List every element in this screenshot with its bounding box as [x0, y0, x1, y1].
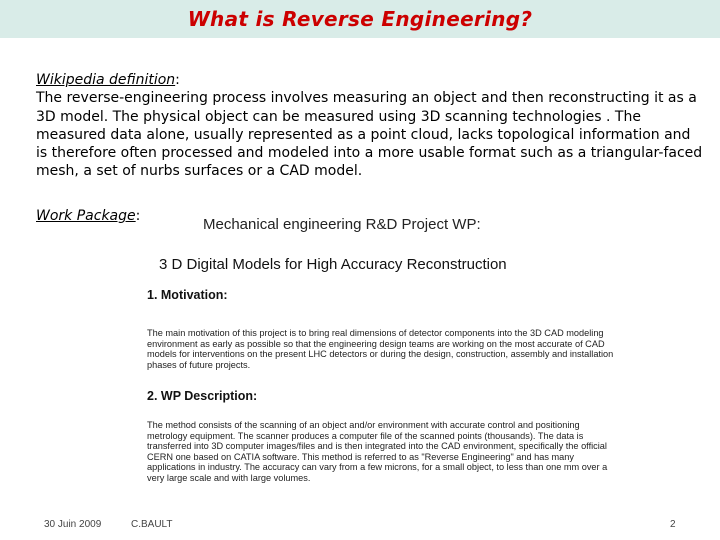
motivation-title: 1. Motivation:	[147, 288, 228, 302]
work-package-colon: :	[135, 208, 141, 224]
wikipedia-label: Wikipedia definition	[36, 72, 176, 88]
motivation-text: The main motivation of this project is to bring real dimensions of detector components into the 3D CAD modeling environment as early as possible so that the engineering design teams are working on the most accurate of CAD models for interventions on the present LHC detectors or during the design, construction, assembly and installation phases of future projects.	[147, 328, 614, 370]
page-number: 2	[670, 519, 676, 530]
wikipedia-colon: :	[175, 72, 180, 88]
wp-description-text: The method consists of the scanning of an object and/or environment with accurate control and positioning metrology equipment. The scanner produces a computer file of the scanned points (thousands). The data is transferred into 3D computer images/files and is then integrated into the CAD environment, specifically the official CERN one based on CATIA software. This method is referred to as "Reverse Engineering" and has many applications in industry. The accuracy can vary from a few microns, for a small object, to less than one mm over a very large scale and with large volumes.	[147, 420, 608, 483]
wikipedia-definition	[36, 71, 706, 181]
work-package-heading	[36, 208, 140, 224]
excerpt-subtitle: 3 D Digital Models for High Accuracy Reconstruction	[159, 256, 507, 273]
wikipedia-text: The reverse-engineering process involves measuring an object and then reconstructing it as a 3D model. The physical object can be measured using 3D scanning technologies . The measured data alone, usually represented as a point cloud, lacks topological information and is therefore often processed and modeled into a more usable format such as a triangular-faced mesh, a set of nurbs surfaces or a CAD model.	[36, 90, 703, 180]
title-bar	[0, 0, 720, 38]
footer-author: C.BAULT	[131, 519, 173, 530]
slide-title: What is Reverse Engineering?	[187, 7, 533, 31]
wp-description-title: 2. WP Description:	[147, 389, 258, 403]
work-package-label: Work Package	[36, 208, 136, 224]
excerpt-header: Mechanical engineering R&D Project WP:	[203, 216, 481, 233]
footer-date: 30 Juin 2009	[44, 519, 102, 530]
